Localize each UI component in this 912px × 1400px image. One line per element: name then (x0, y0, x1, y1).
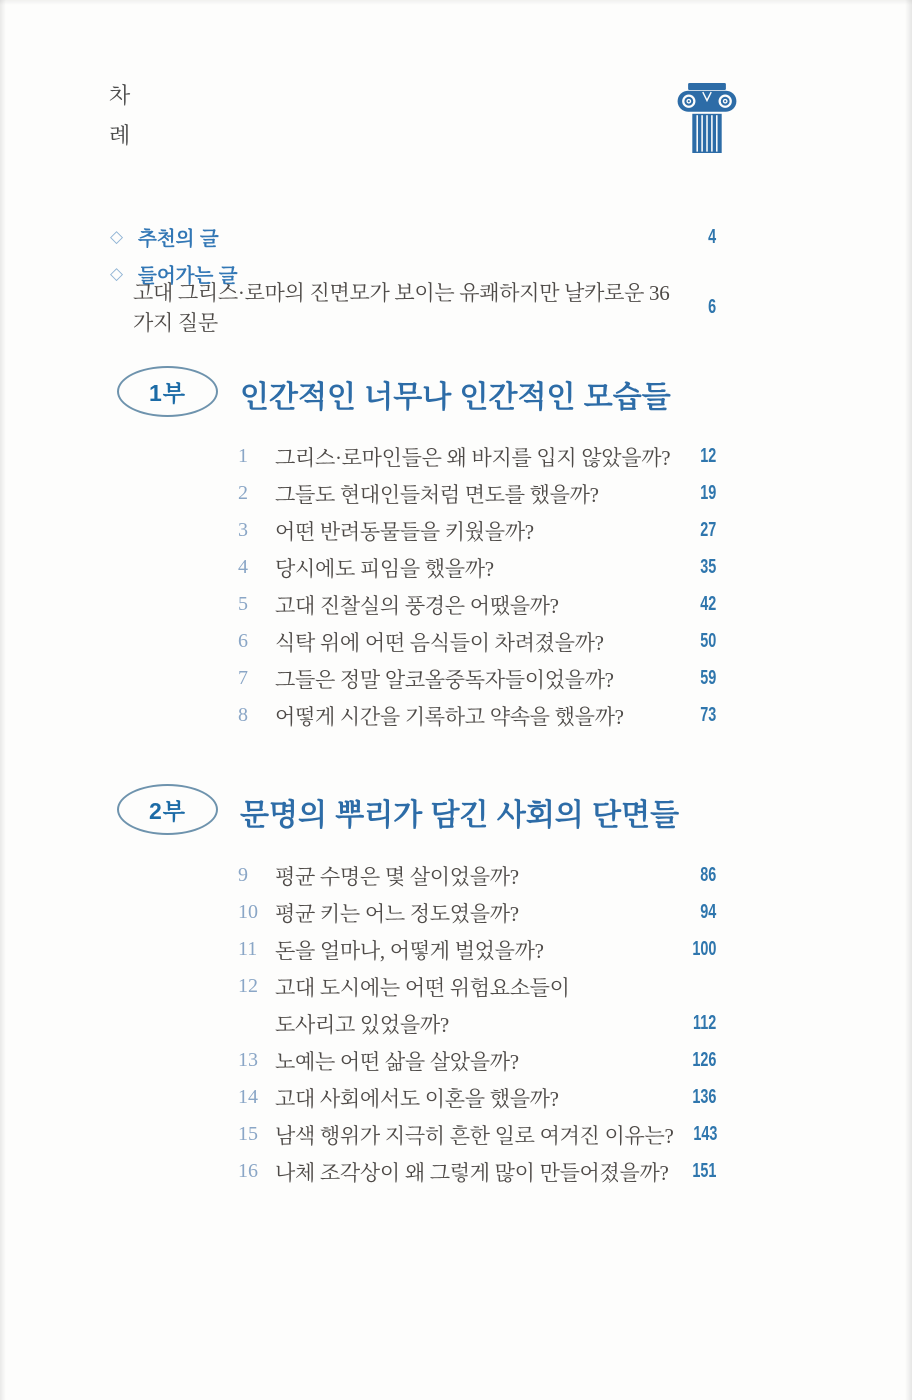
toc-chapter-row (238, 1084, 716, 1111)
page-number: 86 (699, 864, 716, 886)
chapter-number: 3 (238, 519, 248, 541)
intro-line (110, 281, 716, 335)
front-matter-item (110, 224, 716, 250)
chapter-number: 13 (238, 1049, 258, 1071)
page-number: 6 (707, 295, 716, 318)
diamond-icon: ◇ (110, 227, 124, 246)
toc-chapter-row (238, 1121, 716, 1148)
page-number: 27 (699, 519, 716, 541)
chapter-number: 6 (238, 630, 248, 652)
chapter-title: 고대 사회에서도 이혼을 했을까? (275, 1086, 559, 1111)
chapter-title: 그들은 정말 알코올중독자들이었을까? (275, 667, 614, 692)
chapter-title: 그들도 현대인들처럼 면도를 했을까? (275, 482, 599, 507)
chapter-number: 14 (238, 1086, 258, 1108)
chapter-title: 남색 행위가 지극히 흔한 일로 여겨진 이유는? (275, 1123, 674, 1148)
toc-chapter-row (238, 443, 716, 470)
chapter-title: 노예는 어떤 삶을 살았을까? (275, 1049, 519, 1074)
chapter-title: 평균 키는 어느 정도였을까? (275, 901, 519, 926)
page-number: 19 (699, 482, 716, 504)
chapter-number: 5 (238, 593, 248, 615)
page-edge-left (0, 0, 6, 1400)
page-number: 59 (699, 667, 716, 689)
chapter-title: 어떤 반려동물들을 키웠을까? (275, 519, 534, 544)
page-number: 143 (693, 1123, 718, 1145)
toc-char: 례 (109, 123, 132, 148)
page-number (672, 975, 716, 998)
chapter-number: 11 (238, 938, 258, 960)
chapter-number: 12 (238, 975, 258, 997)
page-number: 50 (699, 630, 716, 652)
toc-chapter-row (238, 517, 716, 544)
page-number: 73 (699, 704, 716, 726)
page-number: 42 (699, 593, 716, 615)
ionic-column-icon (672, 80, 742, 156)
chapter-number: 16 (238, 1160, 258, 1182)
chapter-title: 식탁 위에 어떤 음식들이 차려졌을까? (275, 630, 604, 655)
chapter-title: 고대 도시에는 어떤 위험요소들이 (275, 975, 570, 1000)
chapter-number: 2 (238, 482, 248, 504)
toc-chapter-row (238, 591, 716, 618)
part-1-title: 인간적인 너무나 인간적인 모습들 (240, 381, 671, 414)
chapter-number: 8 (238, 704, 248, 726)
toc-chapter-row (238, 973, 716, 1000)
front-item-label: 추천의 글 (138, 228, 219, 250)
chapter-title: 어떻게 시간을 기록하고 약속을 했을까? (275, 704, 624, 729)
page-number: 100 (691, 938, 716, 960)
chapter-title: 고대 진찰실의 풍경은 어땠을까? (275, 593, 559, 618)
part-2-title: 문명의 뿌리가 담긴 사회의 단면들 (240, 799, 680, 832)
page-number: 94 (699, 901, 716, 923)
chapter-number: 1 (238, 445, 248, 467)
toc-chapter-row (238, 862, 716, 889)
diamond-icon: ◇ (110, 264, 124, 283)
toc-chapter-row (238, 899, 716, 926)
part-2-badge: 2부 (117, 784, 218, 835)
toc-chapter-row (238, 665, 716, 692)
chapter-title: 그리스·로마인들은 왜 바지를 입지 않았을까? (275, 445, 671, 470)
chapter-number: 9 (238, 864, 248, 886)
page-number: 126 (691, 1049, 716, 1071)
chapter-number: 10 (238, 901, 258, 923)
page-number: 4 (707, 225, 716, 248)
chapter-number: 4 (238, 556, 248, 578)
page-number: 112 (692, 1012, 716, 1034)
chapter-number: 15 (238, 1123, 258, 1145)
front-item-label: 들어가는 글 (138, 265, 238, 287)
page-edge-right (905, 0, 912, 1400)
intro-text: 고대 그리스·로마의 진면모가 보이는 유쾌하지만 날카로운 36가지 질문 (133, 281, 670, 335)
toc-vertical-label (109, 76, 131, 156)
toc-chapter-row (238, 628, 716, 655)
toc-chapter-row (238, 1158, 716, 1185)
chapter-title: 당시에도 피임을 했을까? (275, 556, 494, 581)
page-edge-top (0, 0, 912, 5)
chapter-number: 7 (238, 667, 248, 689)
chapter-title-line2: 도사리고 있었을까? (275, 1012, 449, 1037)
chapter-title: 평균 수명은 몇 살이었을까? (275, 864, 519, 889)
toc-chapter-row-wrap (238, 1010, 716, 1037)
toc-chapter-row (238, 936, 716, 963)
page-number: 35 (699, 556, 716, 578)
toc-chapter-row (238, 554, 716, 581)
toc-chapter-row (238, 480, 716, 507)
chapter-title: 돈을 얼마나, 어떻게 벌었을까? (275, 938, 544, 963)
page-number: 12 (699, 445, 716, 467)
chapter-title: 나체 조각상이 왜 그렇게 많이 만들어졌을까? (275, 1160, 669, 1185)
page-number (672, 263, 716, 286)
page-number: 136 (691, 1086, 716, 1108)
page-number: 151 (691, 1160, 716, 1182)
toc-chapter-row (238, 702, 716, 729)
toc-chapter-row (238, 1047, 716, 1074)
part-1-badge: 1부 (117, 366, 218, 417)
toc-char: 차 (109, 83, 132, 108)
